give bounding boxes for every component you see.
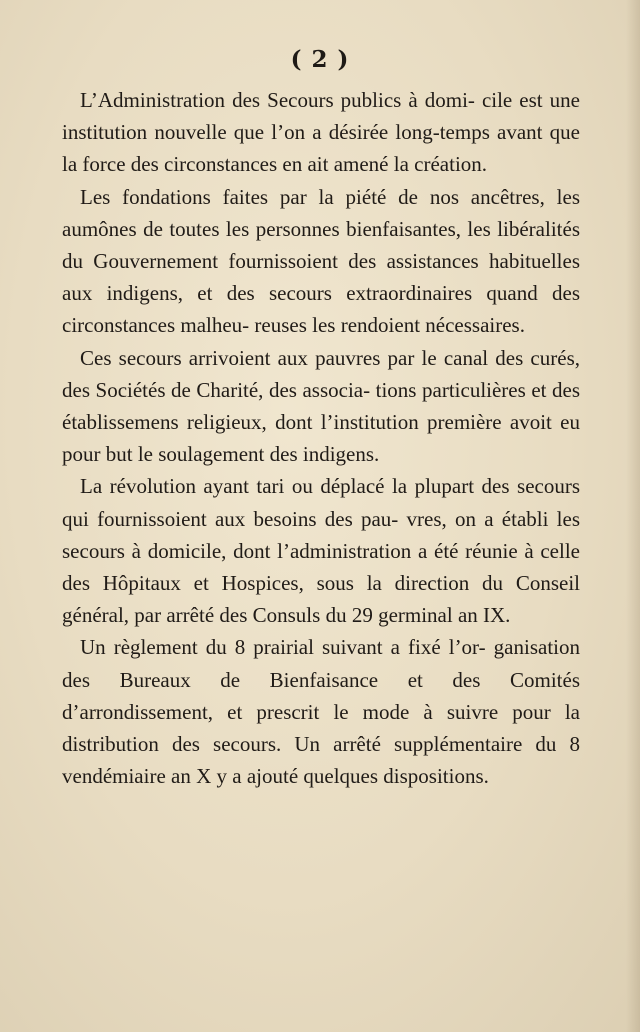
- page-body: [62, 84, 580, 792]
- page-number: ( 2 ): [290, 46, 350, 73]
- paragraph-5: Un règlement du 8 prairial suivant a fixé l’or- ganisation des Bureaux de Bienfaisance et des Comités d’arrondissement, et prescrit le mode à suivre pour la distribution des secours. Un arrêté supplémentaire du 8 vendémiaire an X y a ajouté quelques dispositions.: [62, 635, 580, 789]
- paragraph-1: L’Administration des Secours publics à domi- cile est une institution nouvelle que l’on a désirée long-temps avant que la force des circonstances en ait amené la création.: [62, 88, 580, 177]
- paragraph-2: Les fondations faites par la piété de nos ancêtres, les aumônes de toutes les personnes bienfaisantes, les libéralités du Gouvernement fournissoient des assistances habituelles aux indigens, et des secours extraordinaires quand des circonstances malheu- reuses les rendoient nécessaires.: [62, 184, 580, 338]
- paragraph-3: Ces secours arrivoient aux pauvres par le canal des curés, des Sociétés de Charité, des associa- tions particulières et des établissemens religieux, dont l’institution première avoit eu pour but le soulagement des indigens.: [62, 345, 580, 467]
- paragraph-4: La révolution ayant tari ou déplacé la plupart des secours qui fournissoient aux besoins des pau- vres, on a établi les secours à domicile, dont l’administration a été réunie à celle des Hôpitaux et Hospices, sous la direction du Conseil général, par arrêté des Consuls du 29 germinal an IX.: [62, 474, 580, 628]
